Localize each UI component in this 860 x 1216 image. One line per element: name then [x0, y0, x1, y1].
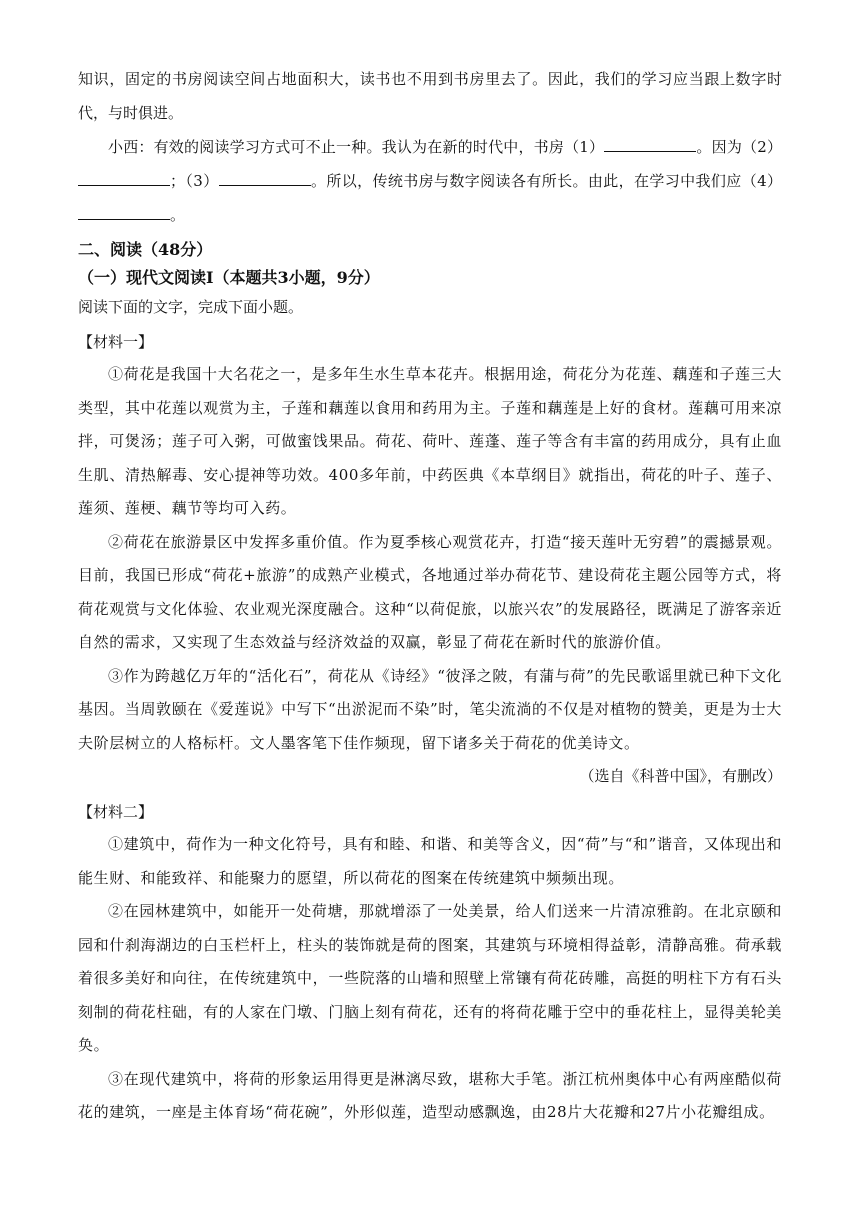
xiaoxi-text-end: 。	[170, 206, 186, 224]
section-instruction: 阅读下面的文字，完成下面小题。	[78, 298, 304, 316]
material-1-paragraph-1: ①荷花是我国十大名花之一，是多年生水生草本花卉。根据用途，荷花分为花莲、藕莲和子莲三大类型，其中花莲以观赏为主，子莲和藕莲以食用和药用为主。子莲和藕莲是上好的食材。莲藕可用来凉拌，可煲汤；莲子可入粥，可做蜜饯果品。荷花、荷叶、莲蓬、莲子等含有丰富的药用成分，具有止血生肌、清热解毒、安心提神等功效。400多年前，中药医典《本草纲目》就指出，荷花的叶子、莲子、莲须、莲梗、藕节等均可入药。	[78, 365, 782, 517]
speaker-xiaoxi: 小西：	[108, 138, 154, 156]
material-2-paragraph-1: ①建筑中，荷作为一种文化符号，具有和睦、和谐、和美等含义，因“荷”与“和”谐音，又体现出和能生财、和能致祥、和能聚力的愿望，所以荷花的图案在传统建筑中频频出现。	[78, 835, 782, 887]
xiaoxi-text-2: 。因为（2）	[696, 138, 782, 156]
document-page	[78, 62, 782, 1130]
answer-blank-4[interactable]	[78, 205, 170, 220]
answer-blank-1[interactable]	[604, 137, 696, 152]
material-2-paragraph-3: ③在现代建筑中，将荷的形象运用得更是淋漓尽致，堪称大手笔。浙江杭州奥体中心有两座酷似荷花的建筑，一座是主体育场“荷花碗”，外形似莲，造型动感飘逸，由28片大花瓣和27片小花瓣组成。	[78, 1069, 782, 1121]
xiaoxi-text-4: 。所以，传统书房与数字阅读各有所长。由此，在学习中我们应（4）	[310, 172, 782, 190]
dialogue-xiaoxi	[78, 130, 782, 232]
material-1-label: 【材料一】	[78, 333, 154, 351]
material-2-paragraph-2: ②在园林建筑中，如能开一处荷塘，那就增添了一处美景，给人们送来一片清凉雅韵。在北京颐和园和什刹海湖边的白玉栏杆上，柱头的装饰就是荷的图案，其建筑与环境相得益彰，清静高雅。荷承载着很多美好和向往，在传统建筑中，一些院落的山墙和照壁上常镶有荷花砖雕，高挺的明柱下方有石头刻制的荷花柱础，有的人家在门墩、门脑上刻有荷花，还有的将荷花雕于空中的垂花柱上，显得美轮美奂。	[78, 902, 782, 1054]
answer-blank-3[interactable]	[219, 171, 311, 186]
material-1-paragraph-2: ②荷花在旅游景区中发挥多重价值。作为夏季核心观赏花卉，打造“接天莲叶无穷碧”的震撼景观。目前，我国已形成“荷花+旅游”的成熟产业模式，各地通过举办荷花节、建设荷花主题公园等方式，将荷花观赏与文化体验、农业观光深度融合。这种“以荷促旅，以旅兴农”的发展路径，既满足了游客亲近自然的需求，又实现了生态效益与经济效益的双赢，彰显了荷花在新时代的旅游价值。	[78, 532, 782, 651]
material-1-paragraph-3: ③作为跨越亿万年的“活化石”，荷花从《诗经》“彼泽之陂，有蒲与荷”的先民歌谣里就已种下文化基因。当周敦颐在《爱莲说》中写下“出淤泥而不染”时，笔尖流淌的不仅是对植物的赞美，更是为士大夫阶层树立的人格标杆。文人墨客笔下佳作频现，留下诸多关于荷花的优美诗文。	[78, 666, 782, 752]
answer-blank-2[interactable]	[78, 171, 170, 186]
material-1-source: （选自《科普中国》，有删改）	[579, 767, 782, 785]
xiaoxi-text-1: 有效的阅读学习方式可不止一种。我认为在新的时代中，书房（1）	[153, 138, 605, 156]
xiaoxi-text-3: ；（3）	[170, 172, 219, 190]
section-subtitle: （一）现代文阅读Ⅰ（本题共3小题，9分）	[78, 268, 380, 287]
material-2-label: 【材料二】	[78, 803, 154, 821]
section-title: 二、阅读（48分）	[78, 240, 213, 259]
dialogue-continued-text: 知识，固定的书房阅读空间占地面积大，读书也不用到书房里去了。因此，我们的学习应当跟上数字时代，与时俱进。	[78, 70, 782, 122]
